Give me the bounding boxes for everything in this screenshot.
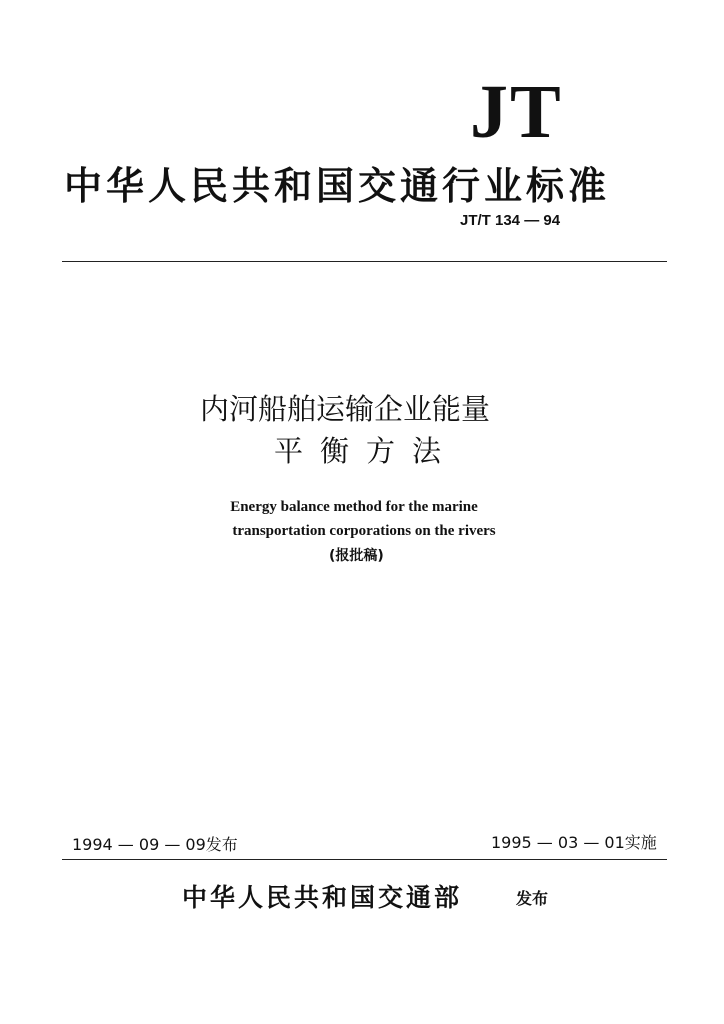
publisher-name: 中华人民共和国交通部: [182, 883, 463, 912]
standard-number: JT/T 134 — 94: [460, 212, 561, 229]
footer-divider: [62, 859, 667, 860]
jt-logo: JT: [470, 70, 563, 154]
publish-label: 发布: [516, 889, 549, 908]
header-divider: [62, 261, 667, 262]
english-title-line-1: Energy balance method for the marine: [230, 499, 478, 515]
document-title-line-1: 内河船舶运输企业能量: [200, 392, 491, 426]
issuer-title: 中华人民共和国交通行业标准: [64, 164, 611, 208]
effective-date: 1995 — 03 — 01实施: [491, 833, 657, 852]
draft-note: (报批稿): [329, 548, 384, 564]
issue-date: 1994 — 09 — 09发布: [72, 835, 238, 854]
document-title-line-2: 平衡方法: [274, 434, 459, 468]
english-title-line-2: transportation corporations on the rivers: [232, 523, 496, 539]
